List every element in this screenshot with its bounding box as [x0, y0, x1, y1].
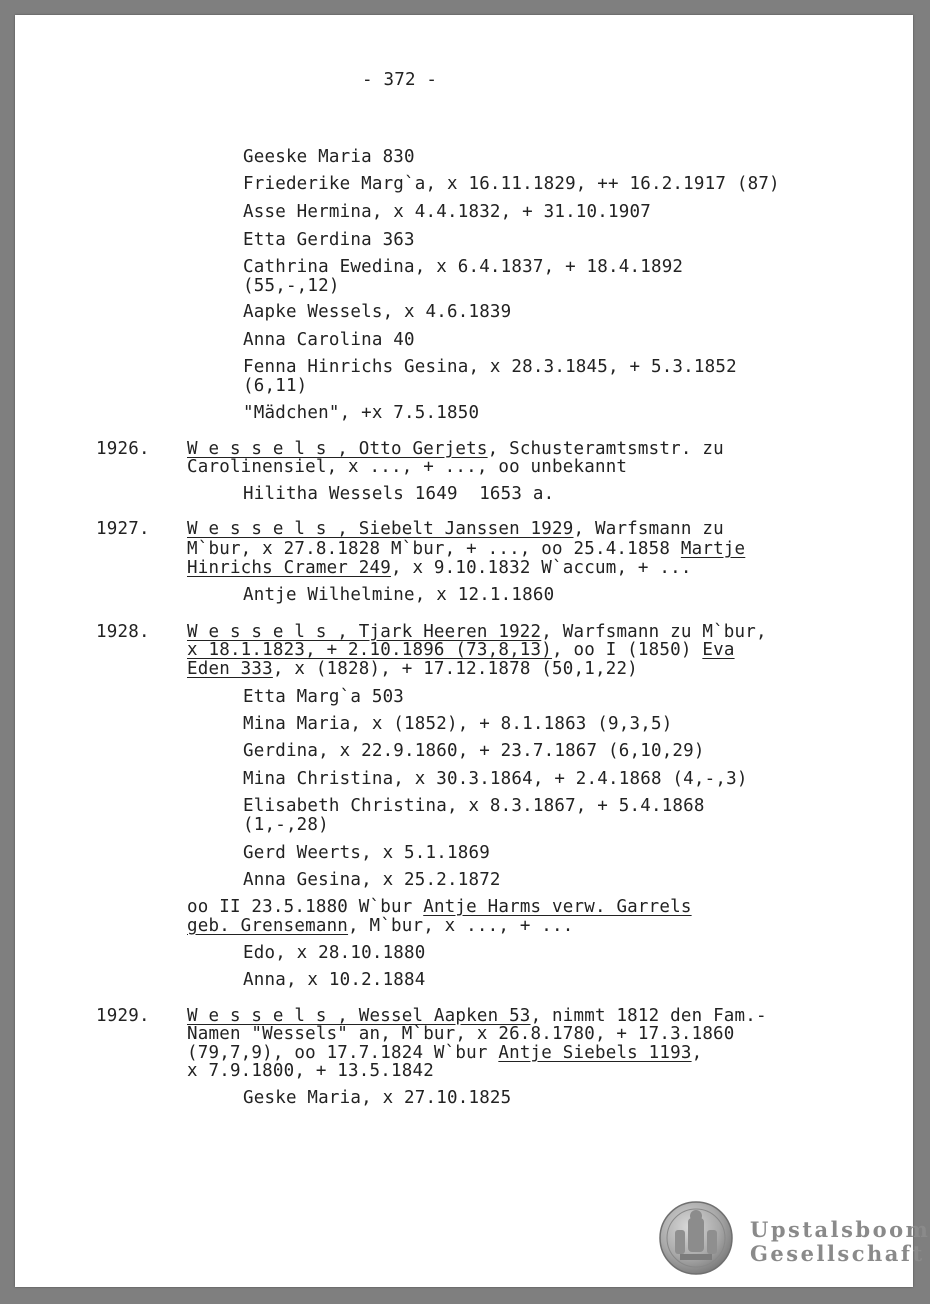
entry-1928-line2: x 18.1.1823, + 2.10.1896 (73,8,13), oo I (1850) Eva	[187, 640, 735, 660]
spouse-name: Eden 333	[187, 659, 273, 679]
child-line: Anna Carolina 40	[243, 330, 415, 350]
child-line: Anna Gesina, x 25.2.1872	[243, 870, 501, 890]
page-number: - 372 -	[362, 70, 438, 90]
entry-1927-line3: Hinrichs Cramer 249, x 9.10.1832 W`accum, + ...	[187, 558, 692, 578]
child-line: Friederike Marg`a, x 16.11.1829, ++ 16.2.1917 (87)	[243, 174, 780, 194]
entry-number-1929: 1929.	[96, 1006, 150, 1026]
entry-1928-line1: W e s s e l s , Tjark Heeren 1922, Warfsmann zu M`bur,	[187, 622, 767, 642]
spouse-name: Martje	[680, 539, 746, 559]
child-line: (6,11)	[243, 376, 308, 396]
entry-1926-child: Hilitha Wessels 1649 1653 a.	[243, 484, 555, 504]
spouse-name: Antje Siebels 1193	[498, 1043, 692, 1063]
child-line: Gerdina, x 22.9.1860, + 23.7.1867 (6,10,29)	[243, 741, 705, 761]
second-marriage-line1: oo II 23.5.1880 W`bur Antje Harms verw. Garrels	[187, 897, 692, 917]
logo-text-line1: Upstalsboom	[750, 1217, 930, 1242]
child-line: Asse Hermina, x 4.4.1832, + 31.10.1907	[243, 202, 651, 222]
child-line: "Mädchen", +x 7.5.1850	[243, 403, 480, 423]
child-line: Mina Christina, x 30.3.1864, + 2.4.1868 (4,-,3)	[243, 769, 748, 789]
child-line: Mina Maria, x (1852), + 8.1.1863 (9,3,5)	[243, 714, 673, 734]
entry-1926-line2: Carolinensiel, x ..., + ..., oo unbekannt	[187, 457, 628, 477]
entry-1928-line3: Eden 333, x (1828), + 17.12.1878 (50,1,22)	[187, 659, 638, 679]
entry-1926-name: W e s s e l s , Otto Gerjets	[187, 439, 488, 459]
spouse-name: Hinrichs Cramer 249	[187, 558, 391, 578]
child-line: Gerd Weerts, x 5.1.1869	[243, 843, 490, 863]
entry-number-1927: 1927.	[96, 519, 150, 539]
entry-number-1926: 1926.	[96, 439, 150, 459]
logo-text-line2: Gesellschaft	[750, 1241, 925, 1266]
entry-1927-name: W e s s e l s , Siebelt Janssen 1929	[187, 519, 574, 539]
spouse-name: Antje Harms verw. Garrels	[423, 897, 692, 917]
entry-1928-name: W e s s e l s , Tjark Heeren 1922	[187, 622, 542, 642]
entry-1926-line1: W e s s e l s , Otto Gerjets, Schusteramtsmstr. zu	[187, 439, 724, 459]
child-line: (55,-,12)	[243, 276, 340, 296]
entry-1929-child: Geske Maria, x 27.10.1825	[243, 1088, 512, 1108]
entry-1927-child: Antje Wilhelmine, x 12.1.1860	[243, 585, 555, 605]
child-line: Edo, x 28.10.1880	[243, 943, 426, 963]
entry-1929-line4: x 7.9.1800, + 13.5.1842	[187, 1061, 434, 1081]
entry-1929-line1: W e s s e l s , Wessel Aapken 53, nimmt 1812 den Fam.-	[187, 1006, 767, 1026]
second-marriage-line2: geb. Grensemann, M`bur, x ..., + ...	[187, 916, 574, 936]
seal-logo-icon	[658, 1200, 734, 1276]
child-line: (1,-,28)	[243, 815, 329, 835]
entry-1929-name: W e s s e l s , Wessel Aapken 53	[187, 1006, 531, 1026]
child-line: Fenna Hinrichs Gesina, x 28.3.1845, + 5.3.1852	[243, 357, 737, 377]
child-line: Geeske Maria 830	[243, 147, 415, 167]
child-line: Cathrina Ewedina, x 6.4.1837, + 18.4.1892	[243, 257, 684, 277]
entry-1927-line1: W e s s e l s , Siebelt Janssen 1929, Warfsmann zu	[187, 519, 724, 539]
child-line: Etta Marg`a 503	[243, 687, 405, 707]
child-line: Anna, x 10.2.1884	[243, 970, 426, 990]
spouse-name: Eva	[702, 640, 735, 660]
entry-1929-line2: Namen "Wessels" an, M`bur, x 26.8.1780, + 17.3.1860	[187, 1024, 735, 1044]
entry-1929-line3: (79,7,9), oo 17.7.1824 W`bur Antje Siebels 1193,	[187, 1043, 703, 1063]
entry-number-1928: 1928.	[96, 622, 150, 642]
child-line: Elisabeth Christina, x 8.3.1867, + 5.4.1868	[243, 796, 705, 816]
child-line: Aapke Wessels, x 4.6.1839	[243, 302, 512, 322]
entry-1927-line2: M`bur, x 27.8.1828 M`bur, + ..., oo 25.4.1858 Martje	[187, 539, 746, 559]
spouse-name: geb. Grensemann	[187, 916, 349, 936]
child-line: Etta Gerdina 363	[243, 230, 415, 250]
